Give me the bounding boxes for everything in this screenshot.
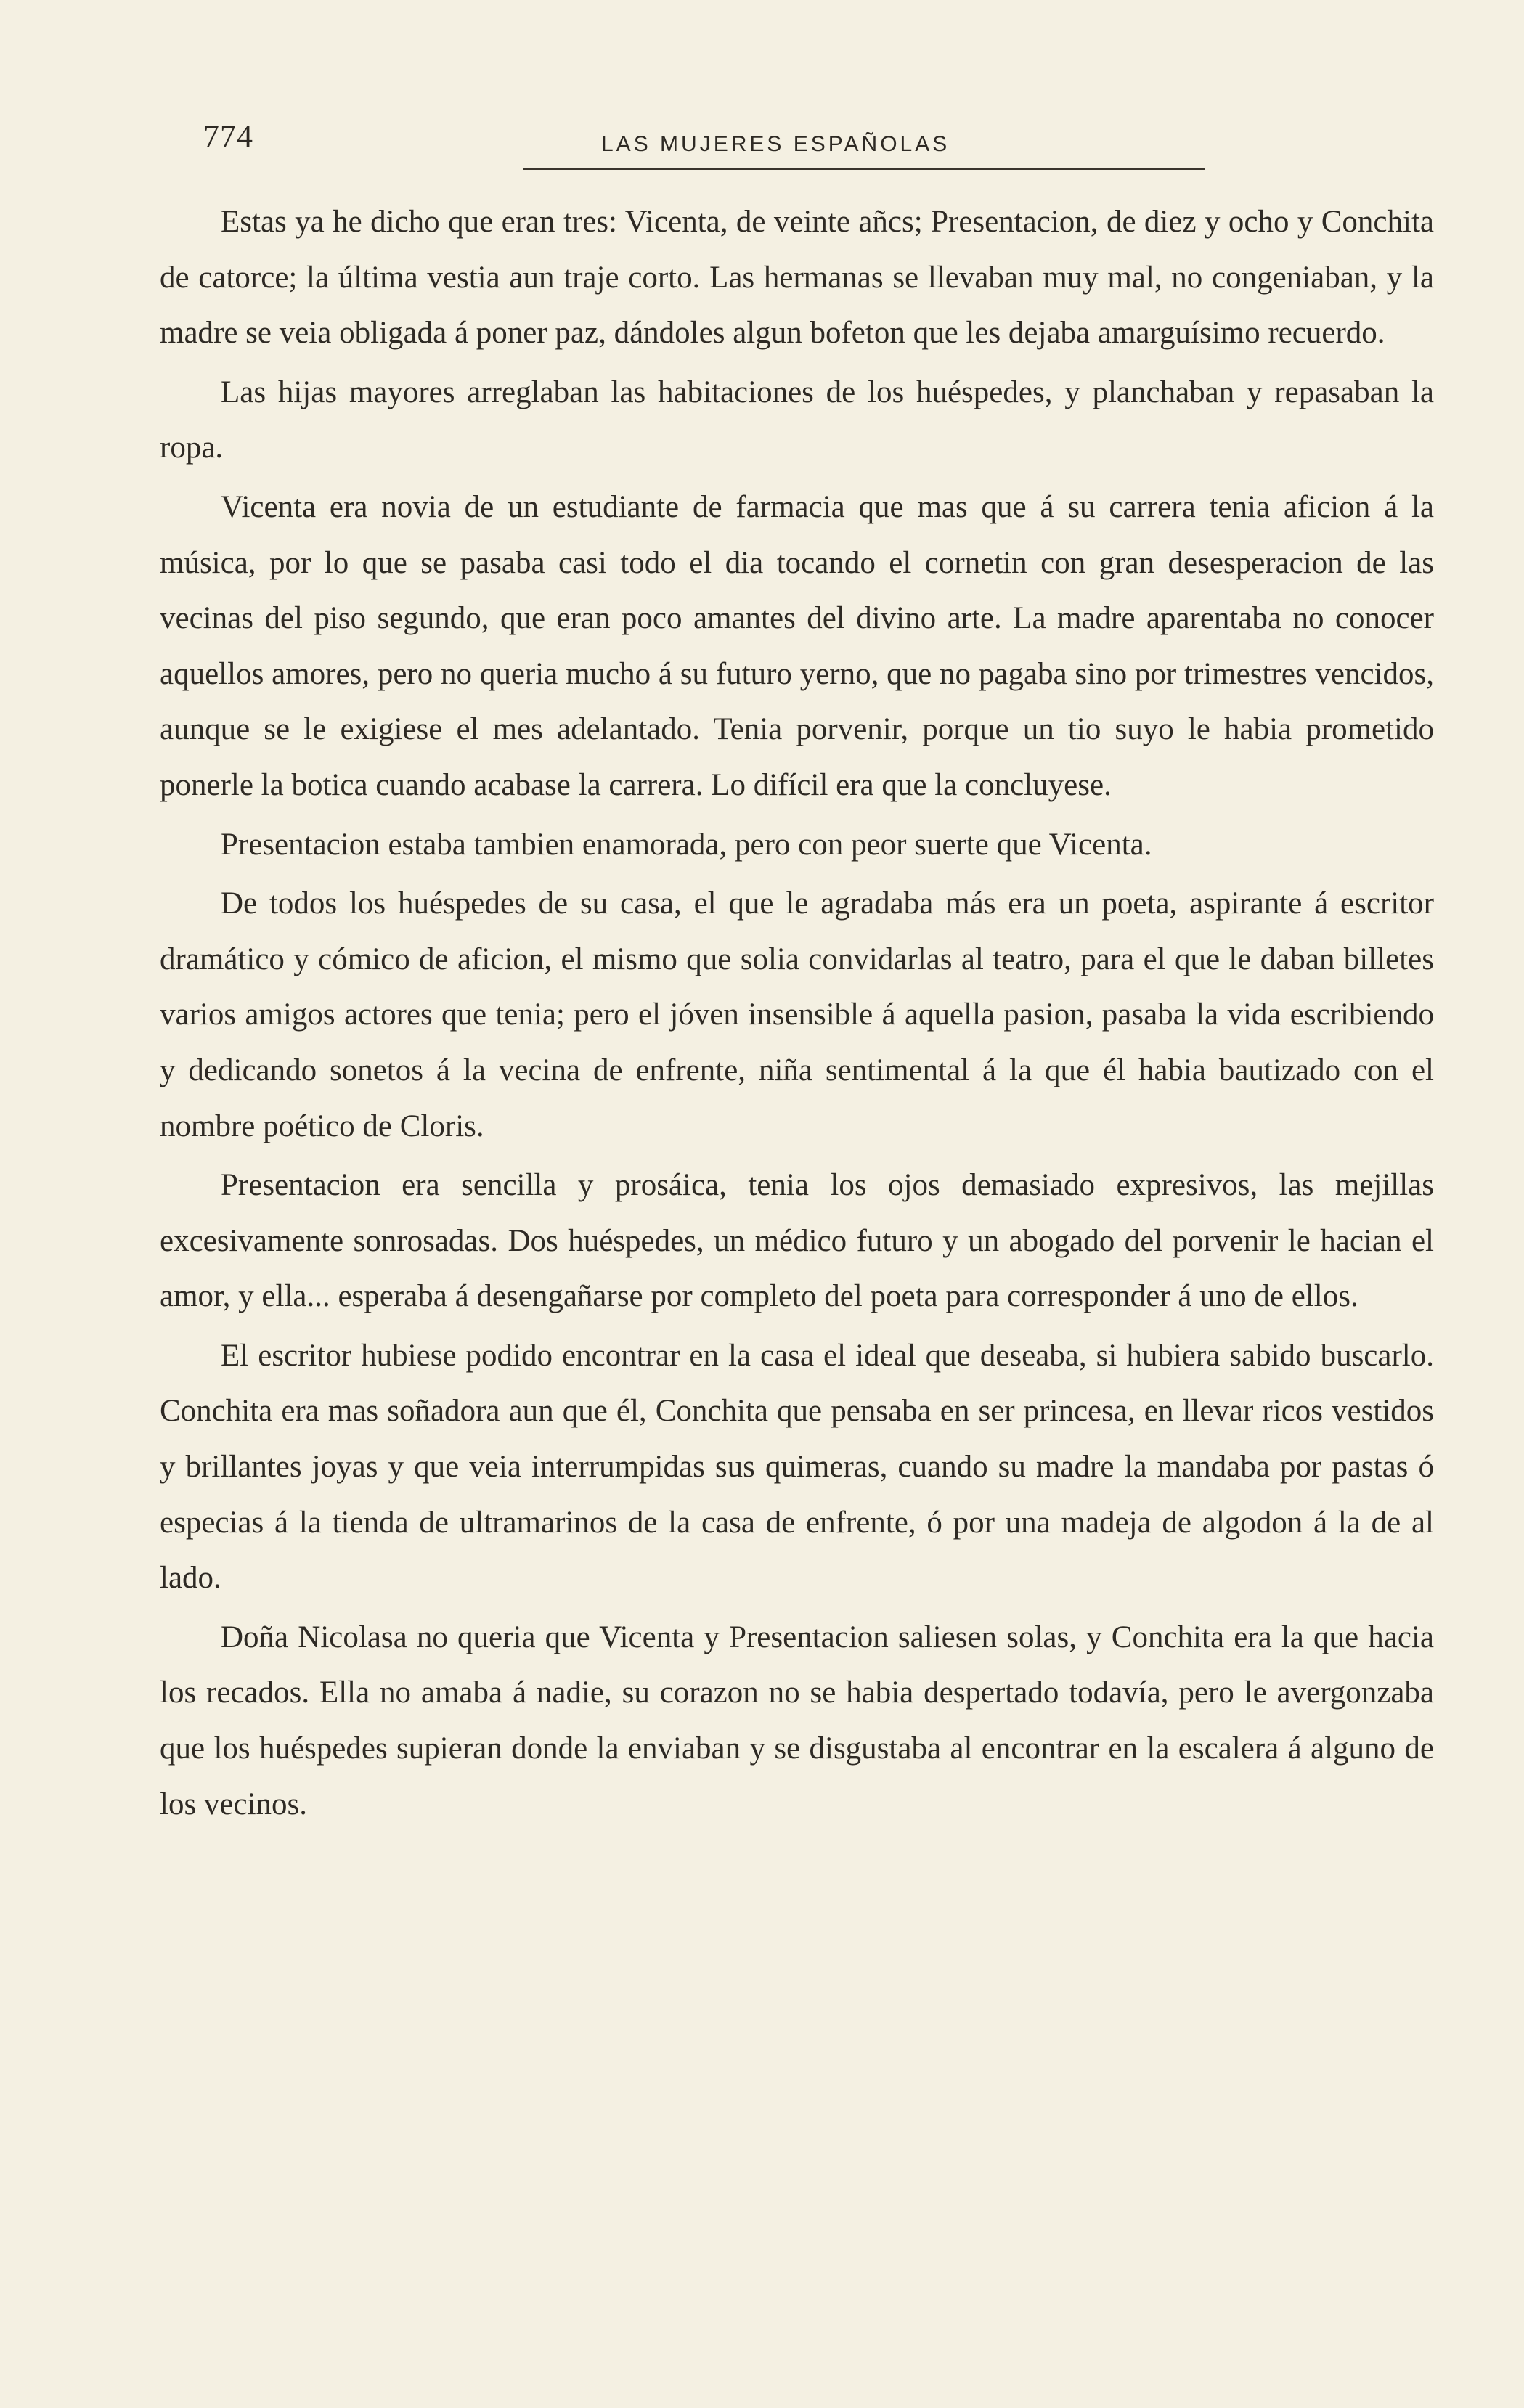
paragraph: El escritor hubiese podido encontrar en la casa el ideal que deseaba, si hubiera sabido buscarlo. Conchita era mas soñadora aun que él, Conchita que pensaba en ser princesa, en llevar ricos vestidos y brillantes joyas y que veia interrumpidas sus quimeras, cuando su madre la mandaba por pastas ó especias á la tienda de ultramarinos de la casa de enfrente, ó por una madeja de algodon á la de al lado. xyxy=(160,1338,1434,1596)
page-header xyxy=(160,118,1434,161)
paragraph: Presentacion estaba tambien enamorada, pero con peor suerte que Vicenta. xyxy=(221,827,1152,862)
paragraph: Las hijas mayores arreglaban las habitaciones de los huéspedes, y planchaban y repasaban la ropa. xyxy=(160,375,1434,465)
body-text xyxy=(160,195,1434,1836)
paragraph: Estas ya he dicho que eran tres: Vicenta, de veinte añcs; Presentacion, de diez y ocho y Conchita de catorce; la última vestia aun traje corto. Las hermanas se llevaban muy mal, no congeniaban, y la madre se veia obligada á poner paz, dándoles algun bofeton que les dejaba amarguísimo recuerdo. xyxy=(160,205,1434,351)
paragraph: De todos los huéspedes de su casa, el que le agradaba más era un poeta, aspirante á escritor dramático y cómico de aficion, el mismo que solia convidarlas al teatro, para el que le daban billetes varios amigos actores que tenia; pero el jóven insensible á aquella pasion, pasaba la vida escribiendo y dedicando sonetos á la vecina de enfrente, niña sentimental á la que él habia bautizado con el nombre poético de Cloris. xyxy=(160,886,1434,1143)
paragraph: Doña Nicolasa no queria que Vicenta y Presentacion saliesen solas, y Conchita era la que hacia los recados. Ella no amaba á nadie, su corazon no se habia despertado todavía, pero le avergonzaba que los huéspedes supieran donde la enviaban y se disgustaba al encontrar en la escalera á alguno de los vecinos. xyxy=(160,1620,1434,1821)
running-title: LAS MUJERES ESPAÑOLAS xyxy=(601,132,950,156)
paragraph: Presentacion era sencilla y prosáica, tenia los ojos demasiado expresivos, las mejillas excesivamente sonrosadas. Dos huéspedes, un médico futuro y un abogado del porvenir le hacian el amor, y ella... esperaba á desengañarse por completo del poeta para corresponder á uno de ellos. xyxy=(160,1168,1434,1314)
page-number: 774 xyxy=(203,118,253,154)
header-rule xyxy=(523,168,1205,170)
paragraph: Vicenta era novia de un estudiante de farmacia que mas que á su carrera tenia aficion á la música, por lo que se pasaba casi todo el dia tocando el cornetin con gran desesperacion de las vecinas del piso segundo, que eran poco amantes del divino arte. La madre aparentaba no conocer aquellos amores, pero no queria mucho á su futuro yerno, que no pagaba sino por trimestres vencidos, aunque se le exigiese el mes adelantado. Tenia porvenir, porque un tio suyo le habia prometido ponerle la botica cuando acabase la carrera. Lo difícil era que la concluyese. xyxy=(160,489,1434,802)
